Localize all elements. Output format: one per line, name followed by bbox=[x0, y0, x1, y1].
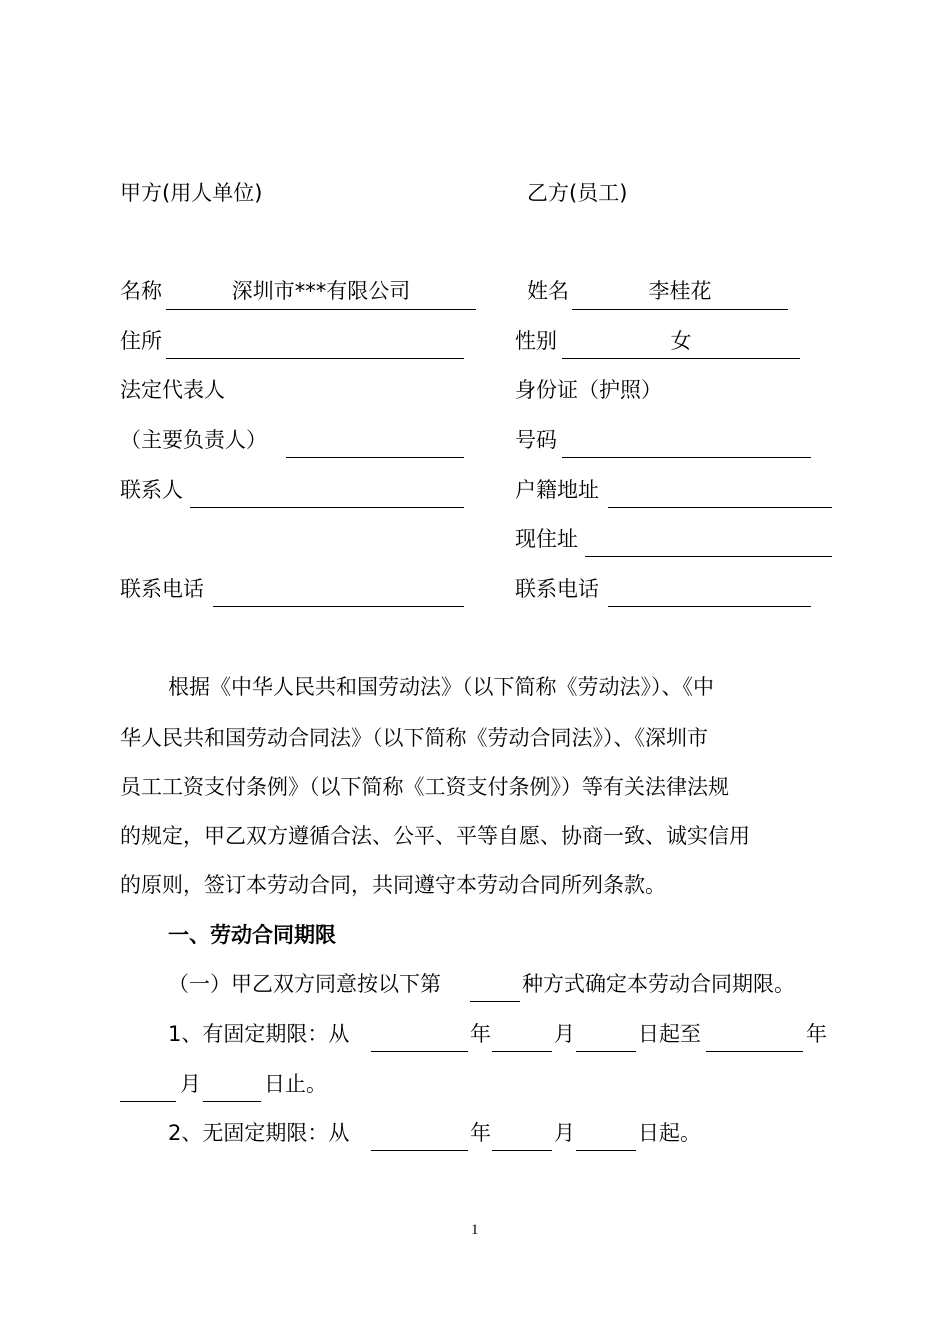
fixed-term-label: 1、有固定期限：从 bbox=[168, 1022, 350, 1046]
party-b-name-underline bbox=[572, 309, 788, 310]
party-a-principal-label: （主要负责人） bbox=[120, 428, 267, 452]
party-b-gender-underline bbox=[562, 358, 800, 359]
fixed-end-month-unit: 月 bbox=[180, 1072, 201, 1096]
preamble-line-2: 华人民共和国劳动合同法》（以下简称《劳动合同法》）、《深圳市 bbox=[120, 726, 708, 750]
indefinite-start-year-unit: 年 bbox=[470, 1121, 491, 1145]
party-b-gender-label: 性别 bbox=[515, 329, 557, 353]
fixed-start-month-unit: 月 bbox=[554, 1022, 575, 1046]
party-b-id-number-label: 号码 bbox=[515, 428, 557, 452]
party-a-name-value[interactable]: 深圳市***有限公司 bbox=[231, 279, 411, 303]
party-a-name-underline bbox=[166, 309, 476, 310]
fixed-end-month-field[interactable] bbox=[120, 1101, 176, 1102]
clause-1-post: 种方式确定本劳动合同期限。 bbox=[522, 972, 795, 996]
term-option-field[interactable] bbox=[470, 1001, 520, 1002]
party-a-address-field[interactable] bbox=[166, 358, 464, 359]
indefinite-start-month-field[interactable] bbox=[492, 1150, 552, 1151]
party-b-name-label: 姓名 bbox=[527, 279, 569, 303]
indefinite-start-day-field[interactable] bbox=[576, 1150, 636, 1151]
indefinite-start-year-field[interactable] bbox=[371, 1150, 468, 1151]
party-b-id-number-field[interactable] bbox=[562, 457, 811, 458]
party-b-current-address-field[interactable] bbox=[585, 556, 832, 557]
fixed-end-day-text: 日止。 bbox=[264, 1072, 327, 1096]
page-number: 1 bbox=[471, 1222, 479, 1238]
party-a-legal-rep-label: 法定代表人 bbox=[120, 378, 225, 402]
fixed-start-day-field[interactable] bbox=[576, 1051, 636, 1052]
party-a-address-label: 住所 bbox=[120, 329, 162, 353]
party-a-name-label: 名称 bbox=[120, 279, 162, 303]
party-a-contact-field[interactable] bbox=[190, 507, 464, 508]
preamble-line-3: 员工工资支付条例》（以下简称《工资支付条例》）等有关法律法规 bbox=[120, 775, 729, 799]
party-a-phone-label: 联系电话 bbox=[120, 577, 204, 601]
party-b-gender-value[interactable]: 女 bbox=[670, 329, 692, 353]
fixed-start-month-field[interactable] bbox=[492, 1051, 552, 1052]
party-a-phone-field[interactable] bbox=[213, 606, 464, 607]
party-b-phone-field[interactable] bbox=[608, 606, 811, 607]
indefinite-term-label: 2、无固定期限：从 bbox=[168, 1121, 350, 1145]
fixed-start-year-field[interactable] bbox=[371, 1051, 468, 1052]
party-a-legal-rep-field[interactable] bbox=[286, 457, 464, 458]
party-b-header: 乙方(员工) bbox=[527, 181, 628, 205]
party-b-id-label: 身份证（护照） bbox=[515, 378, 662, 402]
indefinite-start-text: 日起。 bbox=[638, 1121, 701, 1145]
party-b-phone-label: 联系电话 bbox=[515, 577, 599, 601]
party-a-header: 甲方(用人单位) bbox=[120, 181, 263, 205]
party-b-household-field[interactable] bbox=[608, 507, 832, 508]
party-a-contact-label: 联系人 bbox=[120, 478, 183, 502]
preamble-line-4: 的规定，甲乙双方遵循合法、公平、平等自愿、协商一致、诚实信用 bbox=[120, 824, 750, 848]
preamble-line-1: 根据《中华人民共和国劳动法》（以下简称《劳动法》）、《中 bbox=[168, 675, 714, 699]
clause-1-pre: （一）甲乙双方同意按以下第 bbox=[168, 972, 441, 996]
party-b-current-address-label: 现住址 bbox=[515, 527, 578, 551]
preamble-line-5: 的原则，签订本劳动合同，共同遵守本劳动合同所列条款。 bbox=[120, 873, 666, 897]
fixed-end-day-field[interactable] bbox=[203, 1101, 261, 1102]
party-b-household-label: 户籍地址 bbox=[515, 478, 599, 502]
indefinite-start-month-unit: 月 bbox=[554, 1121, 575, 1145]
fixed-end-year-unit: 年 bbox=[806, 1022, 827, 1046]
section-1-title: 一、劳动合同期限 bbox=[168, 923, 336, 947]
fixed-from-to-text: 日起至 bbox=[638, 1022, 701, 1046]
fixed-end-year-field[interactable] bbox=[706, 1051, 803, 1052]
fixed-start-year-unit: 年 bbox=[470, 1022, 491, 1046]
party-b-name-value[interactable]: 李桂花 bbox=[648, 279, 712, 303]
